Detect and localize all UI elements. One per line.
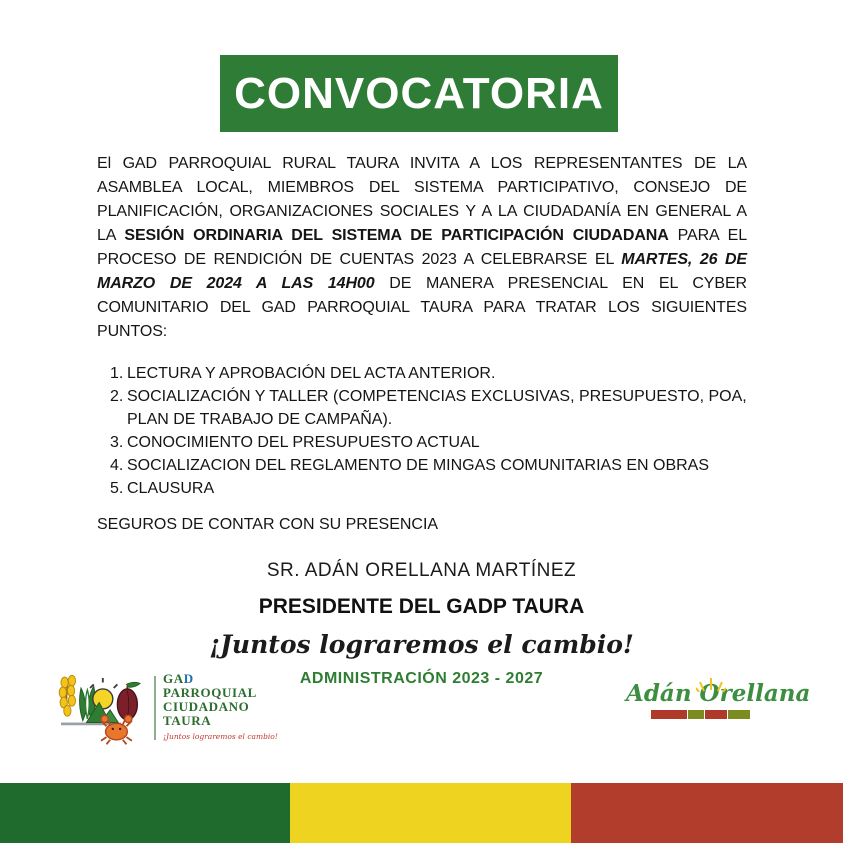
- agenda-item-3: CONOCIMIENTO DEL PRESUPUESTO ACTUAL: [127, 434, 480, 451]
- gad-logo-text: [163, 672, 278, 744]
- gad-logo-mini-slogan: ¡Juntos lograremos el cambio!: [163, 732, 278, 741]
- gad-logo-illustration: [55, 668, 147, 748]
- poster-title: CONVOCATORIA: [234, 68, 604, 118]
- agenda-item-5: CLAUSURA: [127, 480, 215, 497]
- banner-segment: [688, 710, 704, 719]
- footer-stripe-red: [571, 783, 843, 843]
- adan-orellana-signature: Adán Orellana: [626, 680, 811, 707]
- gad-logo-divider: [154, 676, 156, 740]
- convocatoria-banner: [220, 55, 618, 132]
- footer-stripe-green: [0, 783, 290, 843]
- gad-logo-ga: GA: [163, 671, 184, 686]
- agenda-item-1: LECTURA Y APROBACIÓN DEL ACTA ANTERIOR.: [127, 365, 496, 382]
- signer-role: PRESIDENTE DEL GADP TAURA: [258, 595, 585, 618]
- paragraph-date-bold-italic: MARTES, 26 DE MARZO DE 2024 A LAS 14H00: [97, 251, 748, 292]
- agenda-item-4: SOCIALIZACION DEL REGLAMENTO DE MINGAS COMUNITARIAS EN OBRAS: [127, 457, 710, 474]
- paragraph-intro: El GAD PARROQUIAL RURAL TAURA INVITA A LOS REPRESENTANTES DE LA ASAMBLEA LOCAL, MIEMBROS DEL SISTEMA PARTICIPATIVO, CONSEJO DE PLANIFICACIÓN, ORGANIZACIONES SOCIALES Y A LA CIUDADANÍA EN GENERAL A LA: [97, 155, 747, 244]
- gad-parroquial-logo: [55, 668, 278, 748]
- closing-line: SEGUROS DE CONTAR CON SU PRESENCIA: [97, 516, 439, 533]
- gad-logo-line1: [163, 672, 278, 686]
- banner-segment: [728, 710, 750, 719]
- paragraph-middle: PARA EL PROCESO DE RENDICIÓN DE CUENTAS 2023 A CELEBRARSE EL: [97, 227, 747, 268]
- adan-orellana-logo: [626, 680, 811, 719]
- sun-rays-icon: [696, 676, 726, 692]
- presidente-banner: [651, 710, 751, 719]
- banner-segment: [651, 710, 687, 719]
- signer-name: SR. ADÁN ORELLANA MARTÍNEZ: [266, 560, 577, 581]
- gad-logo-d: D: [183, 671, 194, 686]
- gad-logo-line3: CIUDADANO: [163, 699, 250, 714]
- paragraph-end: DE MANERA PRESENCIAL EN EL CYBER COMUNITARIO DEL GAD PARROQUIAL TAURA PARA TRATAR LOS SIGUIENTES PUNTOS:: [97, 275, 747, 340]
- cacao-icon: [117, 682, 140, 720]
- banner-segment: [705, 710, 727, 719]
- administration-line: ADMINISTRACIÓN 2023 - 2027: [299, 670, 544, 687]
- footer-stripe-yellow: [290, 783, 571, 843]
- campaign-slogan: ¡Juntos lograremos el cambio!: [209, 630, 634, 659]
- sun-icon: [90, 678, 117, 709]
- footer-stripes: [0, 783, 843, 843]
- wheat-icon: [59, 675, 75, 716]
- gad-logo-line2: PARROQUIAL: [163, 685, 257, 700]
- agenda-item-2: SOCIALIZACIÓN Y TALLER (COMPETENCIAS EXCLUSIVAS, PRESUPUESTO, POA, PLAN DE TRABAJO DE CAMPAÑA).: [127, 388, 747, 428]
- paragraph-session-bold: SESIÓN ORDINARIA DEL SISTEMA DE PARTICIPACIÓN CIUDADANA: [124, 227, 669, 244]
- invitation-paragraph: [97, 152, 747, 344]
- agenda-list: [110, 362, 750, 500]
- gad-logo-line4: TAURA: [163, 713, 212, 728]
